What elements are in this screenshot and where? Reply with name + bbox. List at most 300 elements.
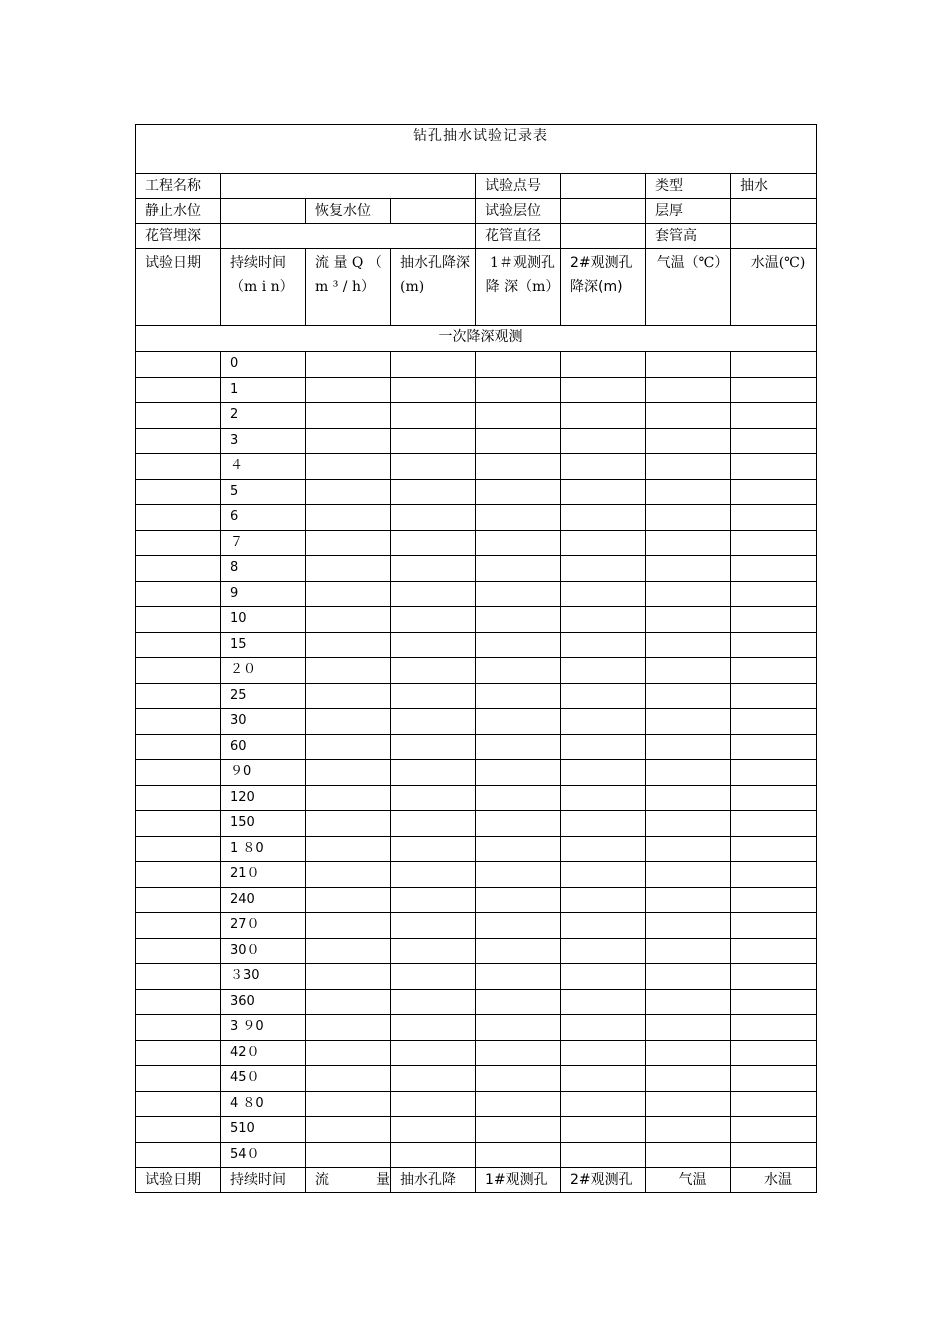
project-name-value (221, 174, 476, 199)
table-cell (391, 836, 476, 862)
screen-depth-label: 花管埋深 (136, 224, 221, 249)
table-cell (476, 964, 561, 990)
table-cell (646, 632, 731, 658)
table-cell (476, 1040, 561, 1066)
table-cell (561, 760, 646, 786)
duration-cell: 42０ (221, 1040, 306, 1066)
table-cell (646, 964, 731, 990)
table-cell (391, 658, 476, 684)
screen-diameter-value (561, 224, 646, 249)
header-duration: 持续时间（m i n） (221, 249, 306, 326)
footer-header-cell: 试验日期 (136, 1168, 221, 1193)
table-cell (306, 683, 391, 709)
table-cell (136, 352, 221, 378)
table-row (136, 428, 817, 454)
table-cell (646, 811, 731, 837)
duration-cell: 4 ８0 (221, 1091, 306, 1117)
table-cell (391, 377, 476, 403)
table-row (136, 1015, 817, 1041)
table-cell (391, 1142, 476, 1168)
table-cell (306, 811, 391, 837)
table-cell (391, 479, 476, 505)
table-cell (476, 454, 561, 480)
table-cell (306, 913, 391, 939)
table-cell (731, 658, 817, 684)
table-cell (306, 1142, 391, 1168)
pumping-test-record-table (135, 124, 817, 1193)
table-cell (391, 964, 476, 990)
table-cell (391, 607, 476, 633)
table-cell (561, 1040, 646, 1066)
table-cell (476, 632, 561, 658)
table-cell (306, 505, 391, 531)
table-cell (136, 1015, 221, 1041)
table-cell (306, 1117, 391, 1143)
table-cell (136, 811, 221, 837)
table-cell (561, 1091, 646, 1117)
table-cell (561, 377, 646, 403)
duration-cell: 15 (221, 632, 306, 658)
type-label: 类型 (646, 174, 731, 199)
table-cell (476, 760, 561, 786)
table-cell (136, 938, 221, 964)
table-cell (561, 1117, 646, 1143)
table-cell (646, 836, 731, 862)
footer-header-cell: 抽水孔降 (391, 1168, 476, 1193)
table-cell (136, 1066, 221, 1092)
table-row (136, 1091, 817, 1117)
table-cell (391, 581, 476, 607)
table-row (136, 1066, 817, 1092)
duration-cell: 0 (221, 352, 306, 378)
table-cell (476, 862, 561, 888)
table-cell (731, 811, 817, 837)
table-cell (306, 862, 391, 888)
table-cell (391, 862, 476, 888)
table-cell (476, 1066, 561, 1092)
table-cell (391, 530, 476, 556)
footer-header-row (136, 1168, 817, 1193)
duration-cell: 3 (221, 428, 306, 454)
table-cell (306, 938, 391, 964)
footer-header-cell: 水温 (731, 1168, 817, 1193)
table-cell (646, 377, 731, 403)
table-cell (731, 785, 817, 811)
table-cell (136, 683, 221, 709)
table-cell (306, 530, 391, 556)
table-row (136, 811, 817, 837)
duration-cell: 8 (221, 556, 306, 582)
duration-cell: 27０ (221, 913, 306, 939)
table-row (136, 454, 817, 480)
info-row (136, 199, 817, 224)
table-cell (306, 607, 391, 633)
table-cell (136, 403, 221, 429)
table-cell (136, 632, 221, 658)
table-cell (306, 479, 391, 505)
table-cell (306, 734, 391, 760)
table-cell (646, 913, 731, 939)
duration-cell: 10 (221, 607, 306, 633)
table-row (136, 658, 817, 684)
recovery-water-level-value (391, 199, 476, 224)
table-cell (561, 938, 646, 964)
table-cell (136, 428, 221, 454)
footer-header-cell: 流 量 (306, 1168, 391, 1193)
table-cell (646, 785, 731, 811)
table-cell (391, 1015, 476, 1041)
table-cell (561, 964, 646, 990)
duration-cell: 120 (221, 785, 306, 811)
table-cell (646, 734, 731, 760)
table-cell (306, 709, 391, 735)
info-row (136, 224, 817, 249)
table-cell (731, 887, 817, 913)
table-cell (731, 734, 817, 760)
duration-cell: 9 (221, 581, 306, 607)
table-cell (646, 556, 731, 582)
table-cell (136, 530, 221, 556)
table-row (136, 632, 817, 658)
table-cell (561, 607, 646, 633)
table-cell (391, 1117, 476, 1143)
table-cell (731, 352, 817, 378)
table-cell (306, 760, 391, 786)
table-cell (136, 887, 221, 913)
table-cell (561, 811, 646, 837)
duration-cell: 30０ (221, 938, 306, 964)
table-cell (476, 505, 561, 531)
screen-depth-value (221, 224, 476, 249)
table-cell (731, 1117, 817, 1143)
table-cell (391, 887, 476, 913)
table-cell (561, 581, 646, 607)
table-cell (731, 505, 817, 531)
table-cell (136, 913, 221, 939)
duration-cell: 3 ９0 (221, 1015, 306, 1041)
duration-cell: 5 (221, 479, 306, 505)
header-test-date: 试验日期 (136, 249, 221, 326)
table-cell (561, 632, 646, 658)
table-cell (731, 1040, 817, 1066)
footer-header-cell: 持续时间 (221, 1168, 306, 1193)
table-cell (136, 709, 221, 735)
table-cell (476, 709, 561, 735)
table-cell (731, 1142, 817, 1168)
table-cell (731, 913, 817, 939)
table-cell (136, 479, 221, 505)
table-row (136, 785, 817, 811)
screen-diameter-label: 花管直径 (476, 224, 561, 249)
table-cell (136, 607, 221, 633)
table-cell (561, 658, 646, 684)
table-cell (646, 862, 731, 888)
table-cell (731, 989, 817, 1015)
table-cell (476, 1015, 561, 1041)
table-cell (731, 479, 817, 505)
table-cell (476, 938, 561, 964)
table-cell (306, 1066, 391, 1092)
table-cell (476, 887, 561, 913)
table-cell (731, 683, 817, 709)
table-row (136, 1040, 817, 1066)
table-cell (391, 352, 476, 378)
table-cell (646, 428, 731, 454)
table-cell (561, 1142, 646, 1168)
duration-cell: 150 (221, 811, 306, 837)
table-cell (476, 479, 561, 505)
table-cell (476, 836, 561, 862)
table-cell (561, 403, 646, 429)
table-cell (561, 1015, 646, 1041)
table-cell (731, 709, 817, 735)
duration-cell: 25 (221, 683, 306, 709)
table-cell (391, 811, 476, 837)
table-row (136, 887, 817, 913)
table-cell (306, 556, 391, 582)
table-cell (731, 632, 817, 658)
table-cell (476, 352, 561, 378)
table-cell (561, 836, 646, 862)
table-cell (391, 505, 476, 531)
table-cell (731, 1091, 817, 1117)
table-cell (561, 556, 646, 582)
table-cell (561, 862, 646, 888)
test-point-value (561, 174, 646, 199)
table-cell (136, 556, 221, 582)
table-cell (561, 887, 646, 913)
table-cell (391, 1040, 476, 1066)
static-water-level-label: 静止水位 (136, 199, 221, 224)
table-cell (561, 683, 646, 709)
table-cell (646, 658, 731, 684)
table-cell (561, 1066, 646, 1092)
table-cell (391, 989, 476, 1015)
duration-cell: 54０ (221, 1142, 306, 1168)
table-cell (306, 785, 391, 811)
duration-cell: ７ (221, 530, 306, 556)
table-cell (136, 1091, 221, 1117)
duration-cell: 1 (221, 377, 306, 403)
table-cell (731, 964, 817, 990)
table-cell (476, 913, 561, 939)
duration-cell: 30 (221, 709, 306, 735)
table-cell (476, 658, 561, 684)
table-cell (731, 862, 817, 888)
table-cell (476, 989, 561, 1015)
table-row (136, 403, 817, 429)
project-name-label: 工程名称 (136, 174, 221, 199)
table-cell (731, 1015, 817, 1041)
table-row (136, 352, 817, 378)
table-cell (306, 428, 391, 454)
duration-cell: 6 (221, 505, 306, 531)
table-cell (561, 734, 646, 760)
table-cell (561, 989, 646, 1015)
duration-cell: ９0 (221, 760, 306, 786)
table-cell (561, 505, 646, 531)
duration-cell: 360 (221, 989, 306, 1015)
header-flow: 流 量 Q （ m ³ / h） (306, 249, 391, 326)
table-row (136, 709, 817, 735)
form-title: 钻孔抽水试验记录表 (136, 125, 817, 174)
table-cell (391, 683, 476, 709)
table-cell (646, 1066, 731, 1092)
table-cell (731, 938, 817, 964)
duration-cell: 510 (221, 1117, 306, 1143)
table-cell (646, 479, 731, 505)
layer-thickness-value (731, 199, 817, 224)
casing-height-value (731, 224, 817, 249)
header-pumping-drawdown: 抽水孔降深(m) (391, 249, 476, 326)
footer-header-cell: 气温 (646, 1168, 731, 1193)
table-cell (136, 862, 221, 888)
table-cell (646, 1040, 731, 1066)
table-cell (306, 403, 391, 429)
table-cell (306, 1040, 391, 1066)
static-water-level-value (221, 199, 306, 224)
table-cell (731, 530, 817, 556)
table-row (136, 938, 817, 964)
table-cell (731, 581, 817, 607)
table-cell (561, 454, 646, 480)
table-cell (391, 760, 476, 786)
duration-cell: 60 (221, 734, 306, 760)
table-row (136, 734, 817, 760)
table-cell (646, 454, 731, 480)
table-cell (731, 760, 817, 786)
duration-cell: ２０ (221, 658, 306, 684)
table-cell (136, 836, 221, 862)
duration-cell: 240 (221, 887, 306, 913)
table-cell (391, 734, 476, 760)
table-cell (306, 989, 391, 1015)
recovery-water-level-label: 恢复水位 (306, 199, 391, 224)
table-cell (561, 785, 646, 811)
table-cell (306, 964, 391, 990)
table-cell (391, 709, 476, 735)
table-cell (561, 479, 646, 505)
test-point-label: 试验点号 (476, 174, 561, 199)
table-row (136, 1117, 817, 1143)
table-cell (731, 836, 817, 862)
table-cell (476, 1117, 561, 1143)
table-cell (306, 658, 391, 684)
table-cell (391, 632, 476, 658)
table-cell (731, 403, 817, 429)
table-cell (646, 403, 731, 429)
table-cell (476, 1142, 561, 1168)
table-cell (476, 581, 561, 607)
table-cell (731, 428, 817, 454)
table-cell (646, 938, 731, 964)
table-cell (391, 938, 476, 964)
table-cell (306, 887, 391, 913)
table-cell (391, 913, 476, 939)
table-cell (306, 632, 391, 658)
duration-cell: 21０ (221, 862, 306, 888)
table-row (136, 1142, 817, 1168)
footer-header-cell: 1#观测孔 (476, 1168, 561, 1193)
table-cell (646, 581, 731, 607)
table-cell (476, 428, 561, 454)
table-cell (306, 377, 391, 403)
table-cell (646, 1117, 731, 1143)
table-cell (391, 556, 476, 582)
test-layer-label: 试验层位 (476, 199, 561, 224)
table-cell (306, 581, 391, 607)
header-air-temp: 气温（℃） (646, 249, 731, 326)
table-cell (476, 734, 561, 760)
table-cell (731, 607, 817, 633)
table-cell (136, 581, 221, 607)
info-row (136, 174, 817, 199)
header-obs2-drawdown: 2#观测孔降深(m) (561, 249, 646, 326)
table-cell (391, 1091, 476, 1117)
table-cell (136, 964, 221, 990)
table-cell (476, 785, 561, 811)
table-cell (391, 785, 476, 811)
table-cell (476, 556, 561, 582)
table-cell (646, 1091, 731, 1117)
table-cell (136, 760, 221, 786)
table-cell (136, 505, 221, 531)
table-cell (561, 709, 646, 735)
table-cell (136, 1040, 221, 1066)
table-row (136, 377, 817, 403)
table-cell (646, 760, 731, 786)
table-cell (476, 811, 561, 837)
table-cell (646, 607, 731, 633)
table-row (136, 581, 817, 607)
table-row (136, 556, 817, 582)
table-cell (136, 658, 221, 684)
table-cell (561, 428, 646, 454)
table-cell (136, 1142, 221, 1168)
table-cell (646, 530, 731, 556)
table-cell (391, 454, 476, 480)
table-cell (136, 1117, 221, 1143)
table-row (136, 760, 817, 786)
table-cell (136, 454, 221, 480)
test-layer-value (561, 199, 646, 224)
table-cell (561, 352, 646, 378)
table-cell (136, 785, 221, 811)
table-cell (646, 505, 731, 531)
table-row (136, 530, 817, 556)
table-row (136, 683, 817, 709)
table-cell (306, 836, 391, 862)
table-row (136, 989, 817, 1015)
table-cell (476, 403, 561, 429)
duration-cell: 2 (221, 403, 306, 429)
table-cell (391, 428, 476, 454)
duration-cell: 45０ (221, 1066, 306, 1092)
table-cell (306, 1015, 391, 1041)
table-cell (646, 1015, 731, 1041)
table-cell (306, 352, 391, 378)
table-cell (646, 887, 731, 913)
table-cell (136, 377, 221, 403)
table-cell (561, 913, 646, 939)
table-cell (136, 989, 221, 1015)
header-obs1-drawdown: 1＃观测孔 降 深（m） (476, 249, 561, 326)
duration-cell: ３30 (221, 964, 306, 990)
table-cell (646, 989, 731, 1015)
duration-cell: ４ (221, 454, 306, 480)
table-cell (391, 1066, 476, 1092)
table-row (136, 505, 817, 531)
